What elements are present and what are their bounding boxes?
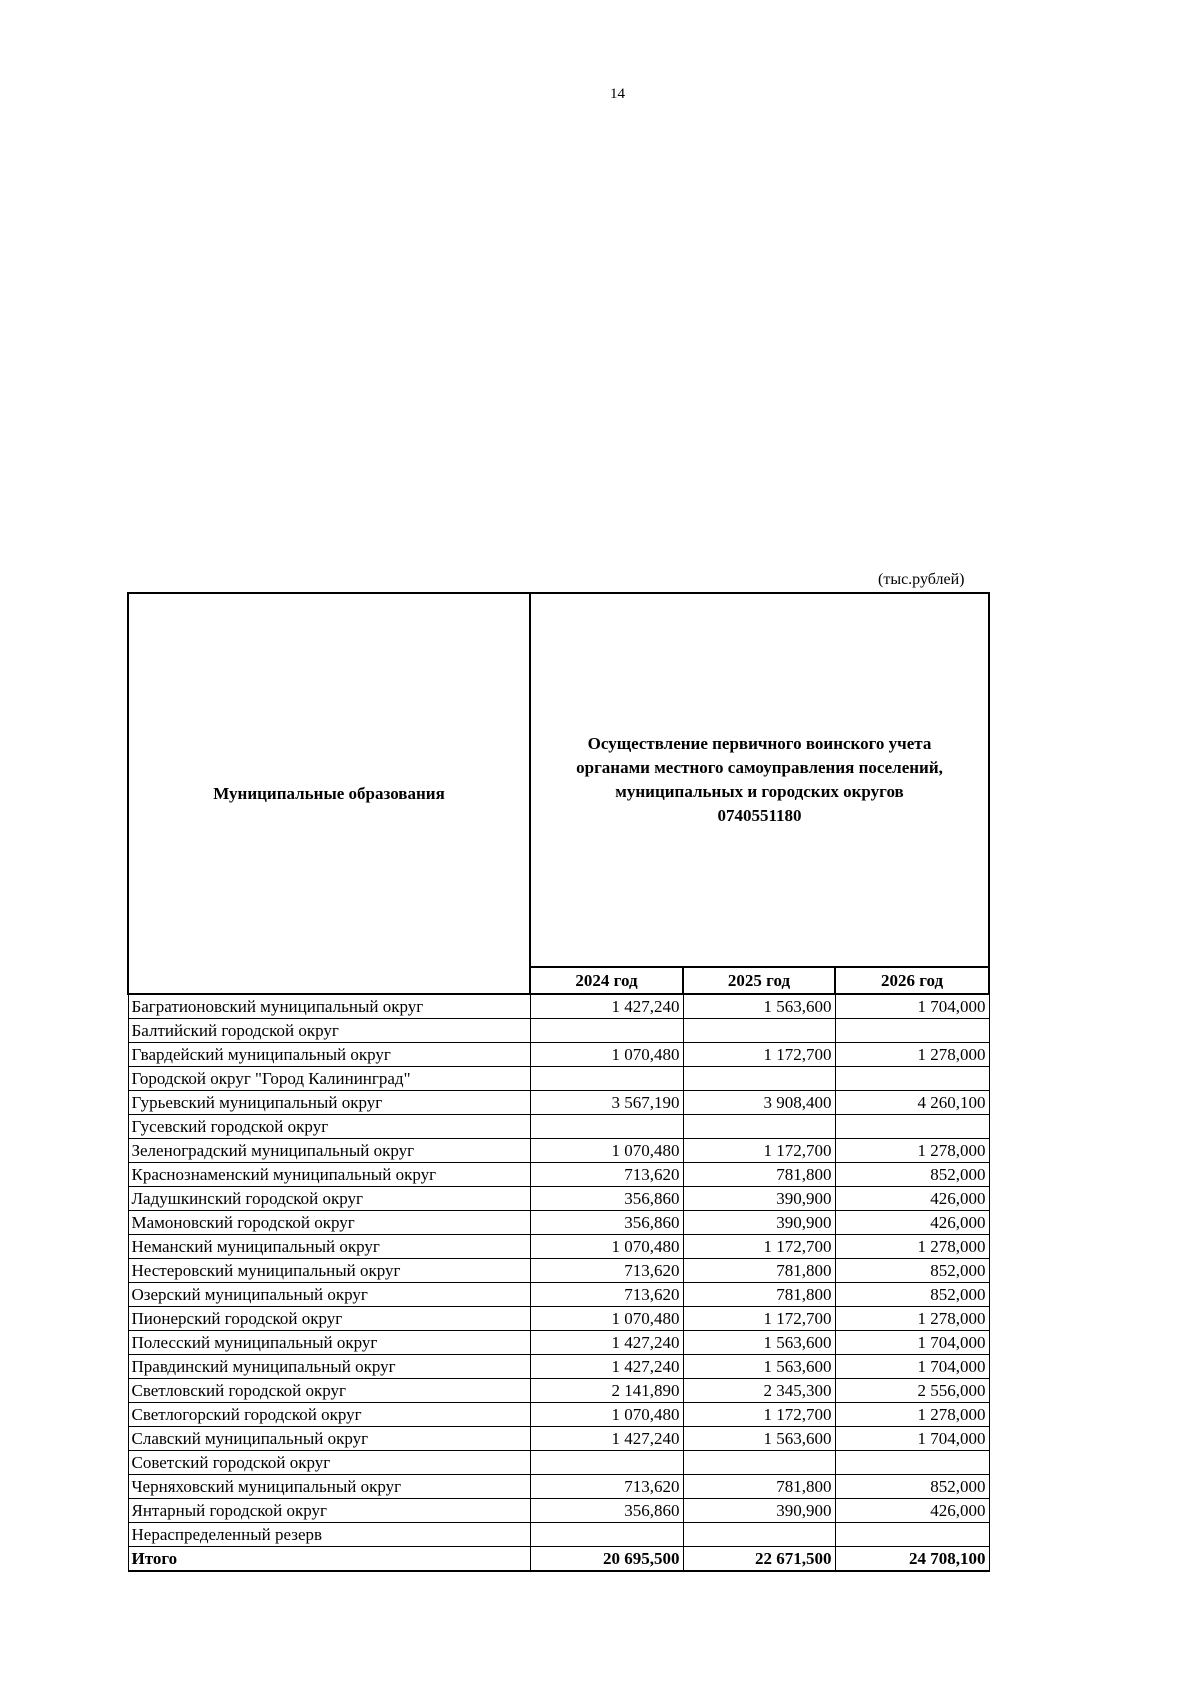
value-2024: 1 070,480 xyxy=(530,1043,683,1067)
municipality-name: Светлогорский городской округ xyxy=(128,1403,530,1427)
value-2026 xyxy=(835,1115,989,1139)
value-2026: 426,000 xyxy=(835,1211,989,1235)
municipality-name: Советский городской округ xyxy=(128,1451,530,1475)
table-row xyxy=(128,1379,989,1403)
value-2026 xyxy=(835,1523,989,1547)
header-year-2024: 2024 год xyxy=(530,967,683,994)
table-row xyxy=(128,1355,989,1379)
header-title-line: органами местного самоуправления поселений, xyxy=(576,758,943,777)
value-2026: 1 278,000 xyxy=(835,1043,989,1067)
value-2025: 781,800 xyxy=(683,1475,835,1499)
value-2026: 1 704,000 xyxy=(835,1355,989,1379)
value-2024: 20 695,500 xyxy=(530,1547,683,1572)
units-label: (тыс.рублей) xyxy=(878,571,965,588)
value-2026: 1 704,000 xyxy=(835,1331,989,1355)
value-2025 xyxy=(683,1523,835,1547)
table-row xyxy=(128,1427,989,1451)
municipality-name: Полесский муниципальный округ xyxy=(128,1331,530,1355)
value-2025: 781,800 xyxy=(683,1283,835,1307)
table-row xyxy=(128,1475,989,1499)
municipality-name: Краснознаменский муниципальный округ xyxy=(128,1163,530,1187)
municipality-name: Гвардейский муниципальный округ xyxy=(128,1043,530,1067)
value-2024: 1 427,240 xyxy=(530,1331,683,1355)
table-row xyxy=(128,1235,989,1259)
value-2026 xyxy=(835,1019,989,1043)
municipality-name: Янтарный городской округ xyxy=(128,1499,530,1523)
value-2024: 3 567,190 xyxy=(530,1091,683,1115)
header-year-2026: 2026 год xyxy=(835,967,989,994)
value-2025: 781,800 xyxy=(683,1163,835,1187)
header-title-line: Осуществление первичного воинского учета xyxy=(587,734,932,753)
value-2024: 1 427,240 xyxy=(530,1427,683,1451)
value-2026: 426,000 xyxy=(835,1499,989,1523)
table-row xyxy=(128,1115,989,1139)
municipality-name: Неманский муниципальный округ xyxy=(128,1235,530,1259)
header-title xyxy=(530,593,989,967)
value-2024: 713,620 xyxy=(530,1259,683,1283)
value-2025: 781,800 xyxy=(683,1259,835,1283)
value-2025: 3 908,400 xyxy=(683,1091,835,1115)
value-2024: 1 070,480 xyxy=(530,1139,683,1163)
value-2025: 390,900 xyxy=(683,1499,835,1523)
value-2024: 1 070,480 xyxy=(530,1307,683,1331)
table-row xyxy=(128,1139,989,1163)
value-2026 xyxy=(835,1067,989,1091)
value-2025: 1 172,700 xyxy=(683,1043,835,1067)
value-2026: 1 278,000 xyxy=(835,1307,989,1331)
value-2024 xyxy=(530,1451,683,1475)
table-row xyxy=(128,1187,989,1211)
table-row xyxy=(128,994,989,1019)
value-2026: 1 278,000 xyxy=(835,1403,989,1427)
table-row xyxy=(128,1067,989,1091)
page-number: 14 xyxy=(610,86,625,102)
value-2026: 4 260,100 xyxy=(835,1091,989,1115)
municipality-name: Правдинский муниципальный округ xyxy=(128,1355,530,1379)
budget-table xyxy=(127,592,990,1572)
municipality-name: Нераспределенный резерв xyxy=(128,1523,530,1547)
value-2026: 1 278,000 xyxy=(835,1139,989,1163)
value-2024: 1 427,240 xyxy=(530,1355,683,1379)
value-2026: 1 704,000 xyxy=(835,1427,989,1451)
municipality-name: Ладушкинский городской округ xyxy=(128,1187,530,1211)
table-row xyxy=(128,1043,989,1067)
value-2026 xyxy=(835,1451,989,1475)
value-2026: 852,000 xyxy=(835,1163,989,1187)
value-2025 xyxy=(683,1067,835,1091)
value-2026: 1 704,000 xyxy=(835,994,989,1019)
value-2024: 356,860 xyxy=(530,1499,683,1523)
value-2024: 1 070,480 xyxy=(530,1235,683,1259)
value-2025 xyxy=(683,1019,835,1043)
value-2025: 1 563,600 xyxy=(683,1427,835,1451)
value-2024 xyxy=(530,1115,683,1139)
value-2025 xyxy=(683,1115,835,1139)
table-row xyxy=(128,1091,989,1115)
value-2024: 356,860 xyxy=(530,1187,683,1211)
value-2024 xyxy=(530,1019,683,1043)
value-2025: 1 172,700 xyxy=(683,1403,835,1427)
municipality-name: Нестеровский муниципальный округ xyxy=(128,1259,530,1283)
municipality-name: Светловский городской округ xyxy=(128,1379,530,1403)
value-2025: 1 563,600 xyxy=(683,1331,835,1355)
value-2024: 356,860 xyxy=(530,1211,683,1235)
municipality-name: Мамоновский городской округ xyxy=(128,1211,530,1235)
table-row xyxy=(128,1523,989,1547)
table-row xyxy=(128,1499,989,1523)
municipality-name: Пионерский городской округ xyxy=(128,1307,530,1331)
value-2025: 1 172,700 xyxy=(683,1235,835,1259)
value-2025: 1 172,700 xyxy=(683,1139,835,1163)
table-row xyxy=(128,1163,989,1187)
total-row xyxy=(128,1547,989,1572)
value-2025: 2 345,300 xyxy=(683,1379,835,1403)
value-2024: 1 070,480 xyxy=(530,1403,683,1427)
value-2025: 22 671,500 xyxy=(683,1547,835,1572)
municipality-name: Озерский муниципальный округ xyxy=(128,1283,530,1307)
value-2026: 852,000 xyxy=(835,1259,989,1283)
table-row xyxy=(128,1283,989,1307)
table-row xyxy=(128,1307,989,1331)
value-2024: 713,620 xyxy=(530,1283,683,1307)
value-2025: 390,900 xyxy=(683,1187,835,1211)
municipality-name: Балтийский городской округ xyxy=(128,1019,530,1043)
table-row xyxy=(128,1331,989,1355)
table-row xyxy=(128,1019,989,1043)
header-year-2025: 2025 год xyxy=(683,967,835,994)
value-2026: 24 708,100 xyxy=(835,1547,989,1572)
value-2024: 713,620 xyxy=(530,1475,683,1499)
municipality-name: Черняховский муниципальный округ xyxy=(128,1475,530,1499)
municipality-name: Итого xyxy=(128,1547,530,1572)
municipality-name: Зеленоградский муниципальный округ xyxy=(128,1139,530,1163)
municipality-name: Гусевский городской округ xyxy=(128,1115,530,1139)
table-row xyxy=(128,1259,989,1283)
value-2026: 2 556,000 xyxy=(835,1379,989,1403)
table-body xyxy=(128,994,989,1571)
value-2024 xyxy=(530,1067,683,1091)
value-2026: 426,000 xyxy=(835,1187,989,1211)
value-2026: 1 278,000 xyxy=(835,1235,989,1259)
value-2024 xyxy=(530,1523,683,1547)
value-2025 xyxy=(683,1451,835,1475)
table-row xyxy=(128,1403,989,1427)
municipality-name: Городской округ "Город Калининград" xyxy=(128,1067,530,1091)
value-2026: 852,000 xyxy=(835,1475,989,1499)
value-2025: 1 172,700 xyxy=(683,1307,835,1331)
table-row xyxy=(128,1451,989,1475)
value-2026: 852,000 xyxy=(835,1283,989,1307)
header-municipalities: Муниципальные образования xyxy=(128,593,530,994)
table-row xyxy=(128,1211,989,1235)
municipality-name: Славский муниципальный округ xyxy=(128,1427,530,1451)
header-title-line: муниципальных и городских округов xyxy=(615,782,904,801)
value-2024: 713,620 xyxy=(530,1163,683,1187)
municipality-name: Багратионовский муниципальный округ xyxy=(128,994,530,1019)
value-2025: 390,900 xyxy=(683,1211,835,1235)
header-title-code: 0740551180 xyxy=(717,806,802,825)
value-2024: 1 427,240 xyxy=(530,994,683,1019)
value-2025: 1 563,600 xyxy=(683,1355,835,1379)
value-2025: 1 563,600 xyxy=(683,994,835,1019)
municipality-name: Гурьевский муниципальный округ xyxy=(128,1091,530,1115)
value-2024: 2 141,890 xyxy=(530,1379,683,1403)
